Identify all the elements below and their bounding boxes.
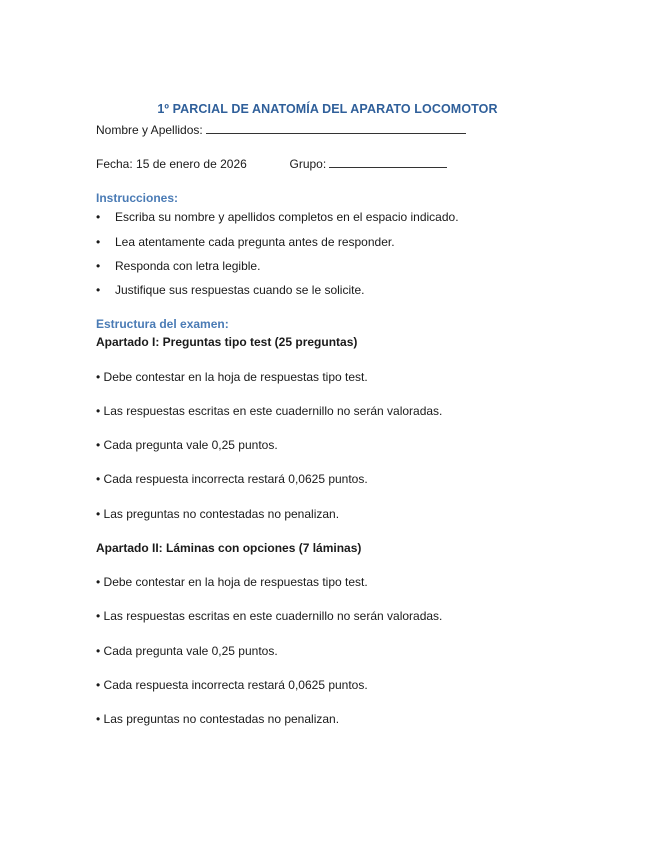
apartado2-item: • Debe contestar en la hoja de respuestas tipo test. [96,575,368,589]
grupo-field[interactable] [329,156,447,168]
bullet-icon: • [96,259,101,273]
apartado1-item: • Las preguntas no contestadas no penalizan. [96,507,340,521]
instruccion-item: • Lea atentamente cada pregunta antes de responder. [96,235,395,249]
nombre-label: Nombre y Apellidos: [96,123,203,137]
apartado1-item: • Cada pregunta vale 0,25 puntos. [96,438,278,452]
estructura-heading: Estructura del examen: [96,317,229,331]
instrucciones-heading: Instrucciones: [96,191,179,205]
nombre-row [96,122,466,137]
fecha-grupo-row [96,156,447,171]
apartado2-item: • Las preguntas no contestadas no penalizan. [96,712,340,726]
apartado2-title: Apartado II: Láminas con opciones (7 láminas) [96,541,362,555]
instruccion-item: • Responda con letra legible. [96,259,261,273]
apartado2-item: • Cada pregunta vale 0,25 puntos. [96,644,278,658]
apartado2-item: • Las respuestas escritas en este cuadernillo no serán valoradas. [96,609,443,623]
grupo-label: Grupo: [289,157,327,171]
page-title: 1º PARCIAL DE ANATOMÍA DEL APARATO LOCOMOTOR [157,102,498,116]
bullet-icon: • [96,210,101,224]
apartado1-item: • Debe contestar en la hoja de respuestas tipo test. [96,370,368,384]
bullet-icon: • [96,235,101,249]
apartado2-item: • Cada respuesta incorrecta restará 0,0625 puntos. [96,678,368,692]
instruccion-item: • Justifique sus respuestas cuando se le solicite. [96,283,365,297]
apartado1-item: • Las respuestas escritas en este cuadernillo no serán valoradas. [96,404,443,418]
bullet-icon: • [96,283,101,297]
apartado1-title: Apartado I: Preguntas tipo test (25 preguntas) [96,335,358,349]
nombre-field[interactable] [206,122,466,134]
fecha-label: Fecha: 15 de enero de 2026 [96,157,247,171]
instruccion-item: • Escriba su nombre y apellidos completos en el espacio indicado. [96,210,459,224]
apartado1-item: • Cada respuesta incorrecta restará 0,0625 puntos. [96,472,368,486]
